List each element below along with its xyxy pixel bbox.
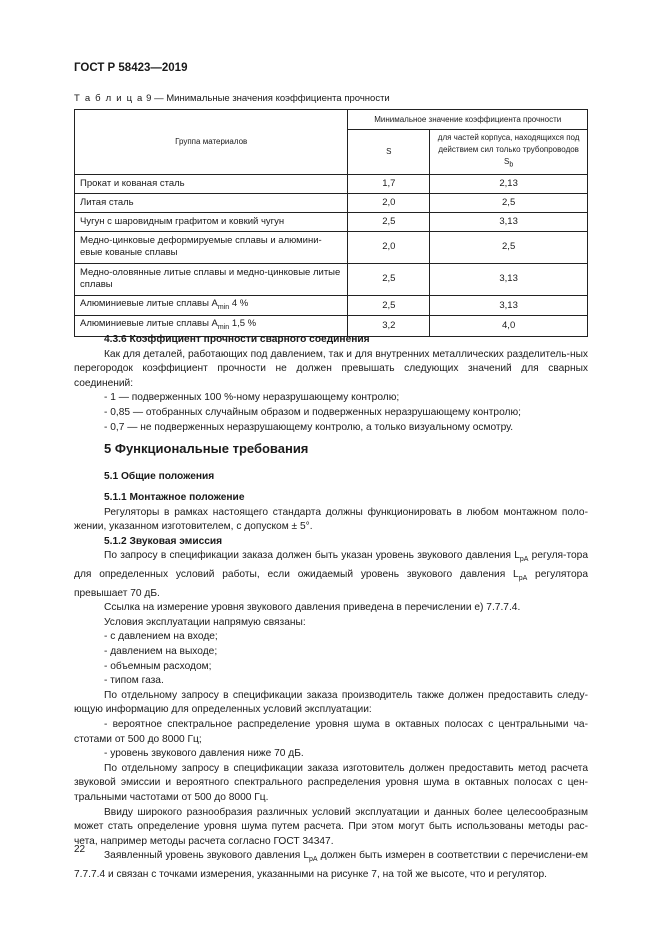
cell-material: Медно-оловянные литые сплавы и медно-цинковые литые сплавы	[75, 263, 348, 295]
cell-sb: 2,5	[430, 231, 588, 263]
cell-material: Медно-цинковые деформируемые сплавы и алюмини-евые кованые сплавы	[75, 231, 348, 263]
table-row	[75, 193, 588, 212]
section-5-1	[74, 470, 588, 485]
header-sb	[430, 130, 588, 175]
p7-text-b: должен быть измерен в соответствии с перечислени-ем 7.7.7.4 и связан с точками измерения, указанными на рисунке 7, на той же высоте, что и регулятор.	[74, 850, 588, 880]
page-number: 22	[74, 844, 86, 855]
section-title-4-3-6: 4.3.6 Коэффициент прочности сварного соединения	[104, 334, 370, 345]
section-title-5-1-1: 5.1.1 Монтажное положение	[104, 492, 245, 503]
table-row	[75, 212, 588, 231]
section-5-1-1	[74, 491, 588, 883]
header-sb-subscript: b	[509, 161, 514, 169]
cell-s: 1,7	[348, 174, 430, 193]
paragraph: Как для деталей, работающих под давлением, так и для внутренних металлических разделитель-ных перегородок коэффициент прочности не должен превышать следующих значений для сварных соединений:	[74, 348, 588, 389]
cell-sb: 2,5	[430, 193, 588, 212]
document-code: ГОСТ Р 58423—2019	[74, 62, 188, 74]
paragraph	[74, 849, 588, 882]
table-row	[75, 263, 588, 295]
material-subscript: min	[217, 303, 230, 311]
section-title-5-1: 5.1 Общие положения	[104, 471, 215, 482]
table-caption	[74, 93, 390, 104]
list-item: - с давлением на входе;	[104, 631, 218, 643]
paragraph: По отдельному запросу в спецификации заказа производитель также должен предоставить следу-ющую информацию для определенных условий эксплуатации:	[74, 689, 588, 716]
list-item: - 1 — подверженных 100 %-ному неразрушающему контролю;	[104, 392, 400, 404]
p7-sub: pA	[309, 856, 318, 864]
cell-sb: 2,13	[430, 174, 588, 193]
cell-material: Литая сталь	[75, 193, 348, 212]
section-5-heading	[74, 442, 588, 457]
cell-s: 2,0	[348, 193, 430, 212]
paragraph: По отдельному запросу в спецификации заказа изготовитель должен предоставить метод расчета звуковой эмиссии и вероятного спектрального распределения уровня шума в октавных полосах с цен-тральными частотами от 500 до 8000 Гц.	[74, 762, 588, 803]
cell-s: 2,5	[348, 263, 430, 295]
cell-material: Прокат и кованая сталь	[75, 174, 348, 193]
material-text: Алюминиевые литые сплавы A	[80, 318, 218, 330]
paragraph: Ввиду широкого разнообразия различных условий эксплуатации и данных более целесообразным может стать определение уровня шума путем расчета. При этом могут быть использованы методы рас-чета, например методы расчета согласно ГОСТ 34347.	[74, 806, 588, 847]
paragraph: Условия эксплуатации напрямую связаны:	[104, 616, 306, 628]
section-4-3-6	[74, 333, 588, 435]
cell-s: 2,5	[348, 212, 430, 231]
list-item: - 0,7 — не подверженных неразрушающему контролю, а только визуальному осмотру.	[104, 421, 514, 433]
table-row	[75, 295, 588, 316]
cell-s: 2,0	[348, 231, 430, 263]
cell-sb: 3,13	[430, 263, 588, 295]
material-tail: 1,5 %	[229, 318, 257, 330]
cell-s: 2,5	[348, 295, 430, 316]
p1-text-c: регулятора превышает 70 дБ.	[74, 569, 588, 599]
section-title-5: 5 Функциональные требования	[104, 441, 309, 456]
material-tail: 4 %	[229, 297, 249, 309]
cell-material	[75, 295, 348, 316]
table-row	[75, 174, 588, 193]
p1-text-a: По запросу в спецификации заказа должен быть указан уровень звукового давления L	[104, 550, 520, 562]
p1-sub2: pA	[518, 575, 528, 583]
list-item: - вероятное спектральное распределение уровня шума в октавных полосах с центральными ча-стотами от 500 до 8000 Гц;	[74, 718, 588, 745]
cell-material: Чугун с шаровидным графитом и ковкий чугун	[75, 212, 348, 231]
list-item: - уровень звукового давления ниже 70 дБ.	[104, 748, 304, 760]
cell-sb: 4,0	[430, 316, 588, 337]
strength-coefficient-table	[74, 109, 588, 337]
paragraph	[74, 549, 588, 601]
material-text: Алюминиевые литые сплавы A	[80, 297, 218, 309]
table-caption-label: Т а б л и ц а	[74, 93, 144, 104]
header-min-coefficient: Минимальное значение коэффициента прочности	[348, 110, 588, 130]
list-item: - объемным расходом;	[104, 660, 212, 672]
cell-s: 3,2	[348, 316, 430, 337]
cell-sb: 3,13	[430, 295, 588, 316]
p1-sub: pA	[519, 556, 529, 564]
header-s: S	[348, 130, 430, 175]
header-sb-text: для частей корпуса, находящихся под действием сил только трубопроводов S	[437, 133, 580, 166]
p7-text-a: Заявленный уровень звукового давления L	[104, 850, 310, 862]
header-material-group: Группа материалов	[75, 110, 348, 175]
paragraph: Ссылка на измерение уровня звукового давления приведена в перечислении е) 7.7.7.4.	[104, 602, 521, 614]
p1-text-b: регуля-тора для определенных условий работы, если ожидаемый уровень звукового давления L	[74, 550, 588, 580]
table-caption-text: 9 — Минимальные значения коэффициента прочности	[143, 93, 390, 104]
paragraph: Регуляторы в рамках настоящего стандарта должны функционировать в любом монтажном поло-жении, указанном изготовителем, с допуском ± 5°.	[74, 506, 588, 533]
list-item: - типом газа.	[104, 675, 164, 687]
list-item: - 0,85 — отобранных случайным образом и подверженных неразрушающему контролю;	[104, 406, 521, 418]
table-row	[75, 231, 588, 263]
section-title-5-1-2: 5.1.2 Звуковая эмиссия	[104, 535, 223, 547]
cell-sb: 3,13	[430, 212, 588, 231]
material-subscript: min	[217, 324, 230, 332]
list-item: - давлением на выходе;	[104, 646, 218, 657]
